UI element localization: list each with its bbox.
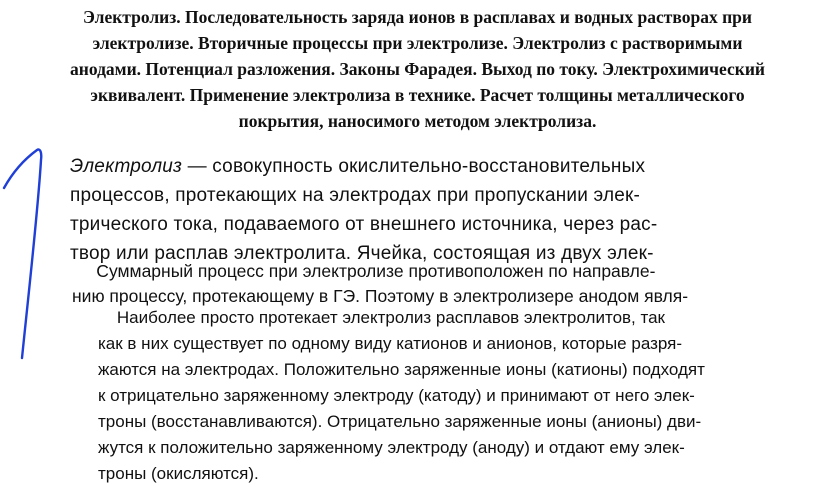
paragraph-line: к отрицательно заряженному электроду (катоду) и принимают от него элек- xyxy=(98,386,695,405)
definition-text: — совокупность окислительно-восстановительных xyxy=(182,156,646,177)
paragraph-line: Наиболее просто протекает электролиз расплавов электролитов, так xyxy=(98,308,665,327)
section-heading xyxy=(0,4,835,134)
term-electrolysis: Электролиз xyxy=(70,156,183,177)
paragraph-line: твор или расплав электролита. Ячейка, состоящая из двух элек- xyxy=(70,243,654,264)
paragraph-line: как в них существует по одному виду катионов и анионов, которые разря- xyxy=(98,334,683,353)
definition-paragraph xyxy=(70,152,657,268)
heading-line: покрытия, наносимого методом электролиза. xyxy=(238,111,597,131)
handwritten-one-mark xyxy=(0,130,60,370)
summary-paragraph xyxy=(72,259,688,309)
ink-stroke xyxy=(4,149,41,358)
paragraph-line: нию процессу, протекающему в ГЭ. Поэтому в электролизере анодом явля- xyxy=(72,286,689,306)
paragraph-line xyxy=(70,152,657,181)
melt-electrolysis-paragraph xyxy=(98,305,705,487)
paragraph-line: трического тока, подаваемого от внешнего источника, через рас- xyxy=(70,214,658,235)
heading-line: электролизе. Вторичные процессы при электролизе. Электролиз с растворимыми xyxy=(92,33,743,53)
paragraph-line: процессов, протекающих на электродах при пропускании элек- xyxy=(70,185,641,206)
paragraph-line: троны (окисляются). xyxy=(98,464,259,483)
heading-line: эквивалент. Применение электролиза в технике. Расчет толщины металлического xyxy=(90,85,745,105)
paragraph-line: жаются на электродах. Положительно заряженные ионы (катионы) подходят xyxy=(98,360,705,379)
paragraph-line: троны (восстанавливаются). Отрицательно заряженные ионы (анионы) дви- xyxy=(98,412,702,431)
paragraph-line: жутся к положительно заряженному электроду (аноду) и отдают ему элек- xyxy=(98,438,685,457)
heading-line: анодами. Потенциал разложения. Законы Фарадея. Выход по току. Электрохимический xyxy=(69,59,765,79)
heading-line: Электролиз. Последовательность заряда ионов в расплавах и водных растворах при xyxy=(83,7,752,27)
paragraph-line: Суммарный процесс при электролизе противоположен по направле- xyxy=(72,261,656,281)
